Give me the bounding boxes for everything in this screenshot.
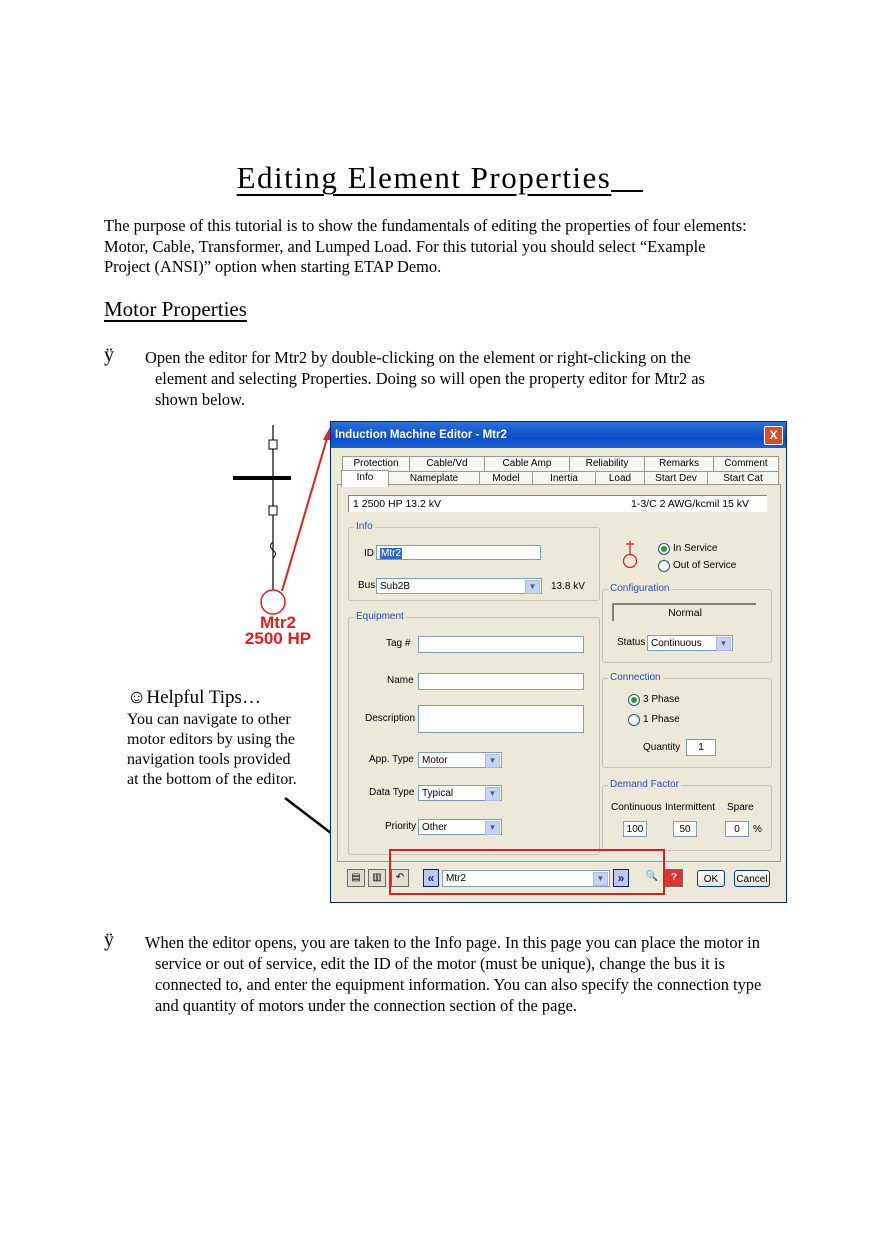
bus-select[interactable]: Sub2B ▼: [376, 578, 542, 594]
demand-factor-group: Demand Factor Continuous Intermittent Spare 100 50 0 %: [602, 785, 772, 851]
description-label: Description: [365, 713, 416, 724]
navigation-highlight: [389, 849, 665, 895]
summary-right: 1-3/C 2 AWG/kcmil 15 kV: [631, 498, 750, 510]
helpful-tips: [127, 686, 297, 790]
spare-input[interactable]: 0: [725, 821, 749, 837]
chevron-down-icon: ▼: [485, 821, 500, 835]
configuration-group: Configuration Normal Status Continuous ▼: [602, 589, 772, 663]
undo-icon[interactable]: ↶: [391, 869, 409, 887]
chevron-down-icon: ▼: [716, 637, 731, 651]
three-phase-label: 3 Phase: [643, 694, 680, 705]
equipment-group: Equipment Tag # Name Description App. Type Motor ▼ Data Type Typical ▼ Priority Other ▼: [348, 617, 600, 855]
section-heading: Motor Properties: [104, 297, 247, 321]
bus-bar: [233, 476, 291, 480]
tab-nameplate[interactable]: Nameplate: [388, 471, 480, 486]
intermittent-label: Intermittent: [665, 802, 716, 813]
tab-inertia[interactable]: Inertia: [532, 471, 596, 486]
breaker-bottom: [269, 506, 277, 515]
bus-kv: 13.8 kV: [551, 581, 585, 592]
induction-machine-editor: [330, 421, 787, 903]
percent-unit: %: [753, 824, 762, 835]
next-button[interactable]: »: [613, 869, 629, 887]
app-type-select[interactable]: Motor ▼: [418, 752, 502, 768]
callout-arrow: [282, 435, 328, 591]
find-icon[interactable]: 🔍: [645, 871, 659, 882]
tab-protection[interactable]: Protection: [342, 456, 410, 471]
tab-comment[interactable]: Comment: [713, 456, 779, 471]
tab-model[interactable]: Model: [479, 471, 533, 486]
three-phase-radio[interactable]: [628, 694, 640, 706]
tab-start-dev[interactable]: Start Dev: [644, 471, 708, 486]
priority-select[interactable]: Other ▼: [418, 819, 502, 835]
name-label: Name: [387, 675, 414, 686]
cancel-button[interactable]: Cancel: [734, 870, 770, 887]
in-service-label: In Service: [673, 543, 718, 554]
dialog-title: Induction Machine Editor - Mtr2: [331, 422, 786, 448]
breaker-top: [269, 440, 277, 449]
status-select[interactable]: Continuous ▼: [647, 635, 733, 651]
quantity-label: Quantity: [643, 742, 681, 753]
tab-reliability[interactable]: Reliability: [569, 456, 645, 471]
motor-symbol[interactable]: [261, 590, 285, 614]
tab-remarks[interactable]: Remarks: [644, 456, 714, 471]
spare-label: Spare: [727, 802, 754, 813]
info-page: [337, 484, 781, 862]
intro-paragraph: The purpose of this tutorial is to show the fundamentals of editing the properties of four elements: Motor, Cable, Transformer, and Lumped Load. For this tutorial you should select “Example Project (ANSI)” option when starting ETAP Demo.: [104, 216, 747, 276]
paste-icon[interactable]: ▥: [368, 869, 386, 887]
quantity-input[interactable]: 1: [686, 739, 716, 756]
summary-bar: [348, 495, 767, 512]
name-input[interactable]: [418, 673, 584, 690]
data-type-select[interactable]: Typical ▼: [418, 785, 502, 801]
ok-button[interactable]: OK: [697, 870, 725, 887]
tag-input[interactable]: [418, 636, 584, 653]
page-title: Editing Element Properties: [0, 160, 880, 196]
chevron-down-icon: ▼: [485, 754, 500, 768]
motor-rating-label: 2500 HP: [244, 629, 312, 648]
app-type-label: App. Type: [369, 754, 414, 765]
bullet-glyph-2: ÿ: [104, 929, 114, 951]
tab-start-cat[interactable]: Start Cat: [707, 471, 779, 486]
navigation-select[interactable]: Mtr2 ▼: [442, 870, 610, 887]
chevron-down-icon: ▼: [485, 787, 500, 801]
one-phase-radio[interactable]: [628, 714, 640, 726]
motor-id-label: Mtr2: [260, 613, 296, 632]
out-of-service-label: Out of Service: [673, 560, 737, 571]
data-type-label: Data Type: [369, 787, 415, 798]
chevron-down-icon: ▼: [525, 580, 540, 594]
motor-icon: [620, 541, 640, 571]
chevron-down-icon: ▼: [593, 872, 608, 886]
one-phase-label: 1 Phase: [643, 714, 680, 725]
bullet-2-text: When the editor opens, you are taken to the Info page. In this page you can place the motor in service or out of service, edit the ID of the motor (must be unique), change the bus it is connected to, and enter the equipment information. You can also specify the connection type and quantity of motors under the connection section of the page.: [145, 933, 762, 1015]
help-icon[interactable]: ?: [665, 869, 683, 887]
bus-label: Bus: [358, 580, 376, 591]
copy-icon[interactable]: ▤: [347, 869, 365, 887]
tab-load[interactable]: Load: [595, 471, 645, 486]
intermittent-input[interactable]: 50: [673, 821, 697, 837]
connection-group: Connection 3 Phase 1 Phase Quantity 1: [602, 678, 772, 768]
tips-body: You can navigate to other motor editors by using the navigation tools provided at the bottom of the editor.: [127, 711, 297, 788]
close-button[interactable]: X: [764, 426, 783, 445]
tab-cable-amp[interactable]: Cable Amp: [484, 456, 570, 471]
out-of-service-radio[interactable]: [658, 560, 670, 572]
bullet-glyph: ÿ: [104, 344, 114, 366]
configuration-display: Normal: [612, 603, 756, 621]
bullet-1-text: Open the editor for Mtr2 by double-clicking on the element or right-clicking on the element and selecting Properties. Doing so will open the property editor for Mtr2 as shown below.: [145, 348, 705, 409]
continuous-label: Continuous: [611, 802, 662, 813]
in-service-radio[interactable]: [658, 543, 670, 555]
description-input[interactable]: [418, 705, 584, 733]
tag-label: Tag #: [386, 638, 411, 649]
priority-label: Priority: [385, 821, 417, 832]
id-input[interactable]: Mtr2: [376, 545, 541, 560]
tab-cable-vd[interactable]: Cable/Vd: [409, 456, 485, 471]
continuous-input[interactable]: 100: [623, 821, 647, 837]
tab-info[interactable]: Info: [341, 470, 389, 487]
tips-heading: ☺Helpful Tips…: [127, 687, 261, 708]
status-label: Status: [617, 637, 646, 648]
info-group: Info ID Mtr2 Bus Sub2B ▼ 13.8 kV: [348, 527, 600, 601]
previous-button[interactable]: «: [423, 869, 439, 887]
summary-left: 1 2500 HP 13.2 kV: [353, 498, 441, 510]
id-label: ID: [364, 548, 374, 559]
